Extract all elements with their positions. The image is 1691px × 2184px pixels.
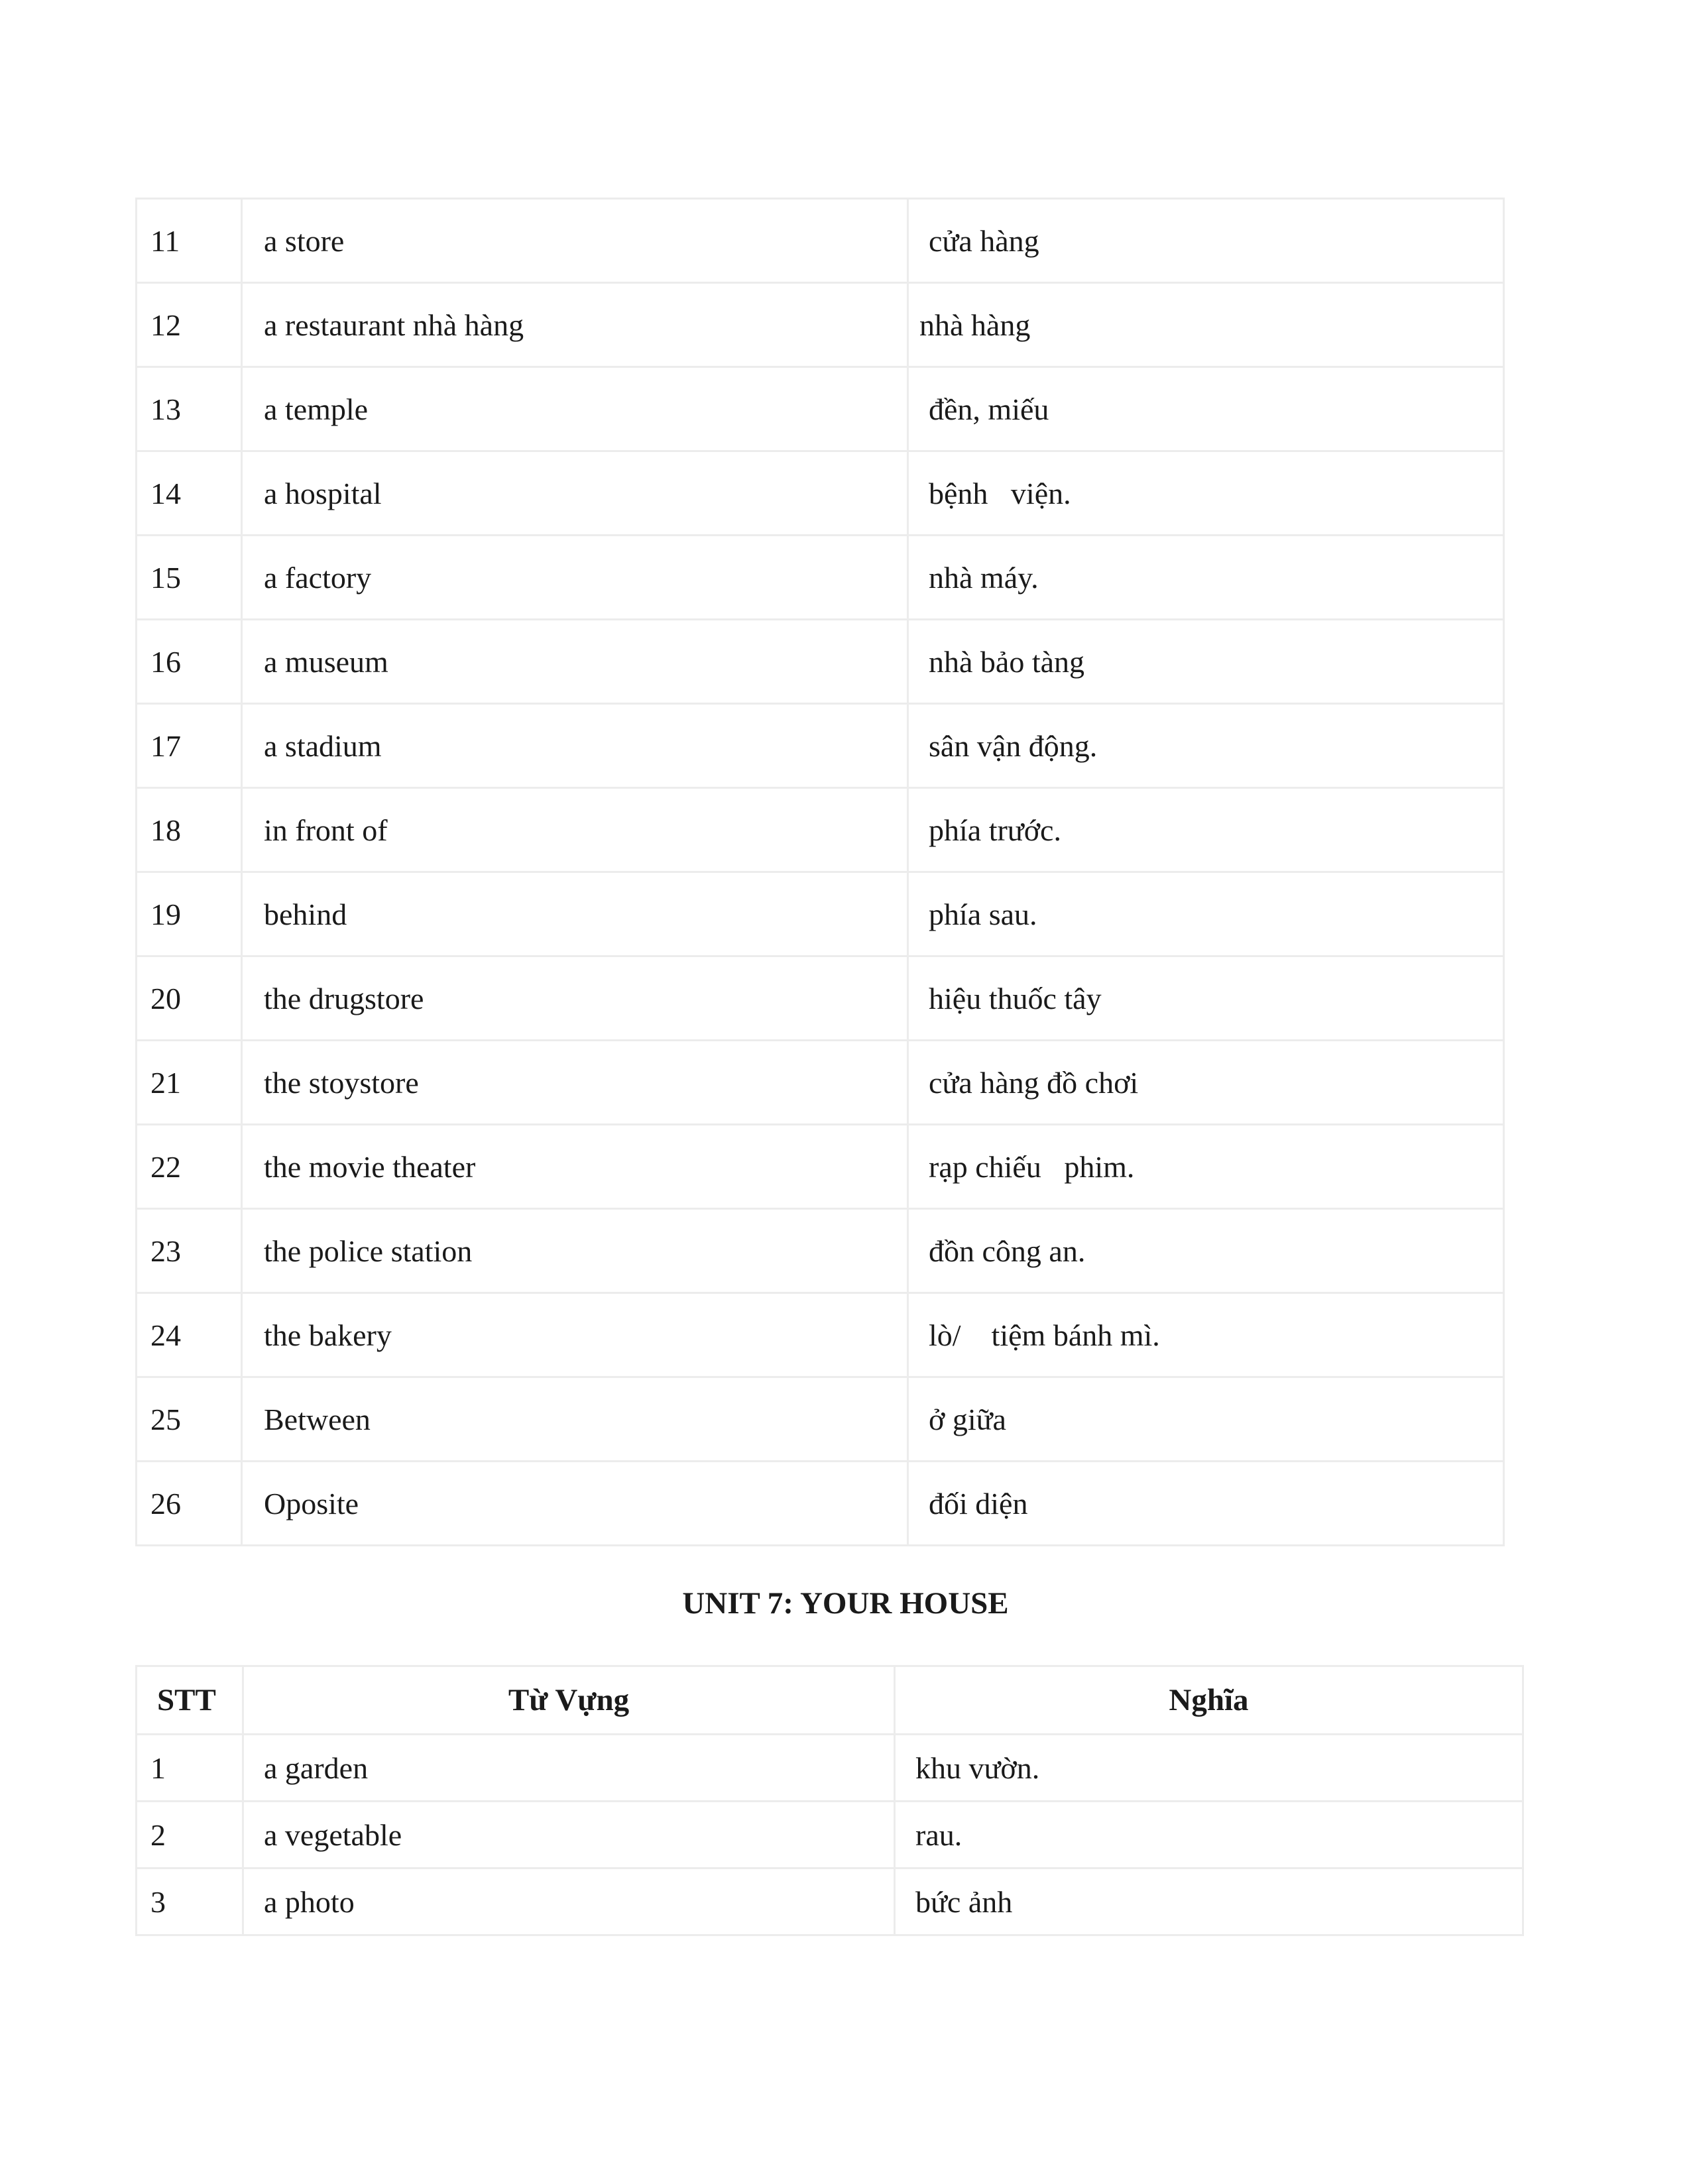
vocabulary-word: a garden bbox=[243, 1735, 895, 1802]
column-header-stt: STT bbox=[137, 1666, 243, 1735]
row-number: 1 bbox=[137, 1735, 243, 1802]
vocabulary-word: the movie theater bbox=[242, 1125, 908, 1209]
table-row bbox=[137, 1209, 1504, 1293]
vocabulary-word: behind bbox=[242, 872, 908, 956]
word-meaning: đồn công an. bbox=[908, 1209, 1504, 1293]
row-number: 20 bbox=[137, 956, 242, 1041]
table-row bbox=[137, 451, 1504, 536]
word-meaning: sân vận động. bbox=[908, 704, 1504, 788]
unit-7-heading: UNIT 7: YOUR HOUSE bbox=[682, 1586, 1009, 1621]
row-number: 13 bbox=[137, 367, 242, 451]
table-row bbox=[137, 704, 1504, 788]
row-number: 26 bbox=[137, 1462, 242, 1546]
word-meaning: ở giữa bbox=[908, 1377, 1504, 1462]
vocabulary-word: in front of bbox=[242, 788, 908, 872]
table-row bbox=[137, 620, 1504, 704]
table-row bbox=[137, 1735, 1523, 1802]
row-number: 15 bbox=[137, 536, 242, 620]
table-header-row bbox=[137, 1666, 1523, 1735]
row-number: 3 bbox=[137, 1868, 243, 1935]
vocabulary-word: a factory bbox=[242, 536, 908, 620]
vocabulary-word: a stadium bbox=[242, 704, 908, 788]
table-row bbox=[137, 199, 1504, 283]
word-meaning: đền, miếu bbox=[908, 367, 1504, 451]
table-row bbox=[137, 1377, 1504, 1462]
word-meaning: bệnh viện. bbox=[908, 451, 1504, 536]
table-row bbox=[137, 1293, 1504, 1377]
vocabulary-word: the stoystore bbox=[242, 1041, 908, 1125]
word-meaning: khu vườn. bbox=[895, 1735, 1523, 1802]
table-row bbox=[137, 536, 1504, 620]
row-number: 22 bbox=[137, 1125, 242, 1209]
row-number: 23 bbox=[137, 1209, 242, 1293]
vocabulary-table-unit-6 bbox=[135, 198, 1505, 1546]
word-meaning: phía sau. bbox=[908, 872, 1504, 956]
row-number: 18 bbox=[137, 788, 242, 872]
word-meaning: nhà bảo tàng bbox=[908, 620, 1504, 704]
word-meaning: lò/ tiệm bánh mì. bbox=[908, 1293, 1504, 1377]
word-meaning: nhà hàng bbox=[908, 283, 1504, 367]
table-row bbox=[137, 1462, 1504, 1546]
word-meaning: hiệu thuốc tây bbox=[908, 956, 1504, 1041]
vocabulary-word: the bakery bbox=[242, 1293, 908, 1377]
vocabulary-word: Between bbox=[242, 1377, 908, 1462]
vocabulary-word: the drugstore bbox=[242, 956, 908, 1041]
table-row bbox=[137, 1041, 1504, 1125]
column-header-vocabulary: Từ Vựng bbox=[243, 1666, 895, 1735]
row-number: 19 bbox=[137, 872, 242, 956]
table-row bbox=[137, 367, 1504, 451]
table-row bbox=[137, 872, 1504, 956]
table-row bbox=[137, 1802, 1523, 1868]
table-row bbox=[137, 956, 1504, 1041]
table-row bbox=[137, 1125, 1504, 1209]
column-header-meaning: Nghĩa bbox=[895, 1666, 1523, 1735]
vocabulary-word: a photo bbox=[243, 1868, 895, 1935]
word-meaning: rạp chiếu phim. bbox=[908, 1125, 1504, 1209]
vocabulary-word: a vegetable bbox=[243, 1802, 895, 1868]
word-meaning: cửa hàng đồ chơi bbox=[908, 1041, 1504, 1125]
row-number: 11 bbox=[137, 199, 242, 283]
vocabulary-word: a restaurant nhà hàng bbox=[242, 283, 908, 367]
row-number: 17 bbox=[137, 704, 242, 788]
row-number: 21 bbox=[137, 1041, 242, 1125]
vocabulary-word: a temple bbox=[242, 367, 908, 451]
row-number: 12 bbox=[137, 283, 242, 367]
word-meaning: rau. bbox=[895, 1802, 1523, 1868]
row-number: 2 bbox=[137, 1802, 243, 1868]
vocabulary-word: Oposite bbox=[242, 1462, 908, 1546]
row-number: 24 bbox=[137, 1293, 242, 1377]
table-row bbox=[137, 1868, 1523, 1935]
vocabulary-table-unit-7 bbox=[135, 1665, 1524, 1936]
table-row bbox=[137, 788, 1504, 872]
row-number: 14 bbox=[137, 451, 242, 536]
vocabulary-word: a hospital bbox=[242, 451, 908, 536]
vocabulary-word: a store bbox=[242, 199, 908, 283]
row-number: 16 bbox=[137, 620, 242, 704]
word-meaning: bức ảnh bbox=[895, 1868, 1523, 1935]
row-number: 25 bbox=[137, 1377, 242, 1462]
word-meaning: đối diện bbox=[908, 1462, 1504, 1546]
vocabulary-word: the police station bbox=[242, 1209, 908, 1293]
word-meaning: nhà máy. bbox=[908, 536, 1504, 620]
word-meaning: cửa hàng bbox=[908, 199, 1504, 283]
word-meaning: phía trước. bbox=[908, 788, 1504, 872]
table-row bbox=[137, 283, 1504, 367]
vocabulary-word: a museum bbox=[242, 620, 908, 704]
